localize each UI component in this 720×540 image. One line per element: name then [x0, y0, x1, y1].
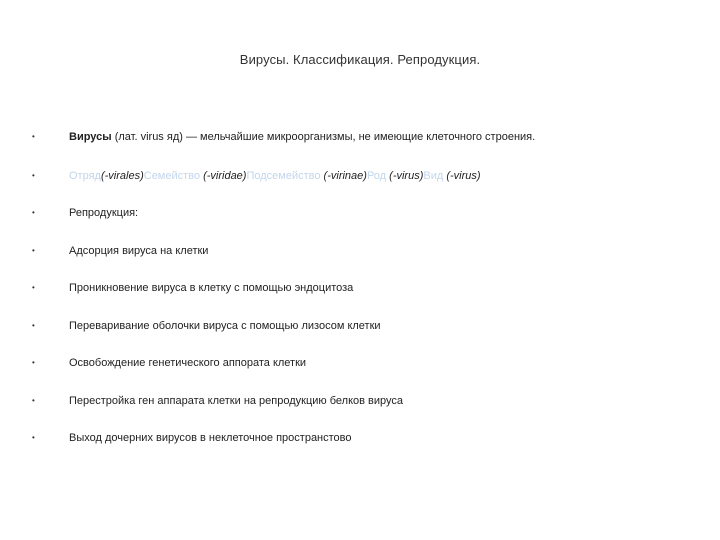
slide-title: Вирусы. Классификация. Репродукция. — [239, 52, 481, 67]
suffix-order: (-virales) — [100, 170, 144, 182]
bullet-text: Переваривание оболочки вируса с помощью лизосом клетки — [69, 320, 381, 332]
bullet-icon: • — [32, 283, 35, 292]
suffix-subfamily: (-virinae) — [320, 170, 367, 182]
bullet-text: Адсорция вируса на клетки — [69, 245, 209, 257]
link-species[interactable]: Вид — [423, 170, 444, 182]
definition-text: (лат. virus яд) — мельчайшие микроорганизмы, не имеющие клеточного строения. — [111, 131, 536, 143]
bullet-text: Проникновение вируса в клетку с помощью эндоцитоза — [69, 282, 354, 294]
bullet-item-taxonomy — [0, 166, 720, 186]
bullet-item-exit — [0, 428, 720, 448]
bullet-item-penetration — [0, 278, 720, 298]
bullet-icon: • — [32, 171, 35, 180]
bullet-icon: • — [32, 246, 35, 255]
link-subfamily[interactable]: Подсемейство — [246, 170, 321, 182]
bullet-icon: • — [32, 321, 35, 330]
bullet-item-definition — [0, 127, 720, 147]
bullet-item-release — [0, 353, 720, 373]
link-family[interactable]: Семейство — [143, 170, 201, 182]
bullet-text: Освобождение генетического аппората клетки — [69, 357, 307, 369]
bullet-item-digestion — [0, 316, 720, 336]
bullet-text: Репродукция: — [69, 207, 139, 219]
link-genus[interactable]: Род — [366, 170, 387, 182]
bullet-text — [69, 127, 535, 147]
bullet-icon: • — [32, 132, 35, 141]
bullet-icon: • — [32, 433, 35, 442]
bullet-text: Перестройка ген аппарата клетки на репродукцию белков вируса — [69, 395, 404, 407]
bullet-item-adsorption — [0, 241, 720, 261]
suffix-genus: (-virus) — [386, 170, 424, 182]
bullet-icon: • — [32, 396, 35, 405]
bullet-icon: • — [32, 358, 35, 367]
suffix-species: (-virus) — [443, 170, 481, 182]
bullet-item-restructuring — [0, 391, 720, 411]
bullet-item-reproduction — [0, 203, 720, 223]
term-viruses: Вирусы — [69, 131, 112, 143]
suffix-family: (-viridae) — [200, 170, 247, 182]
bullet-icon: • — [32, 208, 35, 217]
link-order[interactable]: Отряд — [69, 170, 101, 182]
bullet-text: Выход дочерних вирусов в неклеточное пространстово — [69, 432, 352, 444]
bullet-text — [69, 166, 481, 186]
